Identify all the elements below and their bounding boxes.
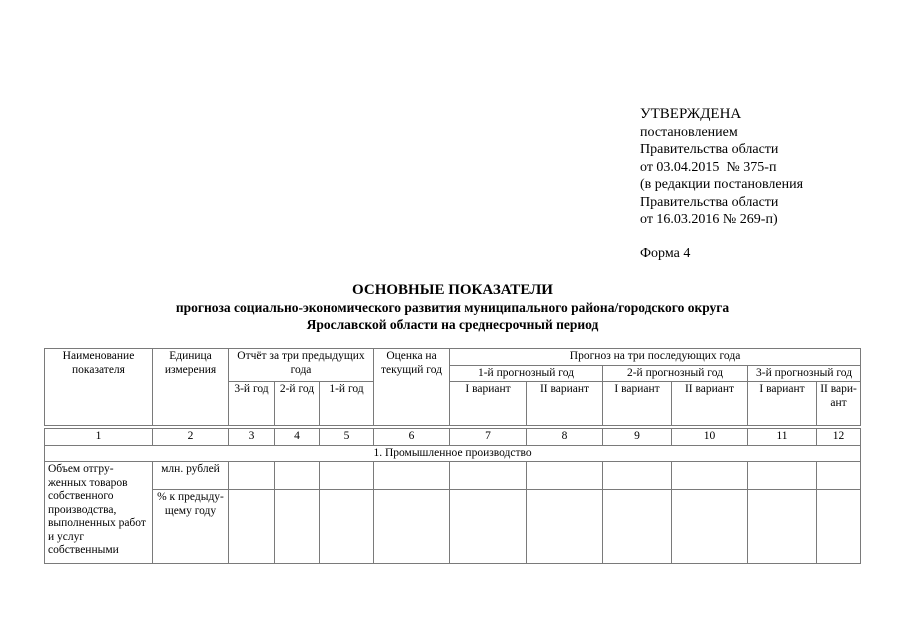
header-forecast-year-3: 3-й прогнозный год (748, 365, 861, 382)
value-cell (275, 462, 320, 490)
value-cell (672, 490, 748, 564)
approval-line: Правительства области (640, 194, 779, 210)
value-cell (672, 462, 748, 490)
approval-line: от 03.04.2015 № 375-п (640, 159, 777, 175)
header-forecast-year-1: 1-й прогнозный год (450, 365, 603, 382)
value-cell (603, 462, 672, 490)
unit-cell: млн. рублей (153, 462, 229, 490)
value-cell (527, 490, 603, 564)
column-number: 12 (817, 429, 861, 446)
title-line-1: ОСНОВНЫЕ ПОКАЗАТЕЛИ (352, 282, 553, 298)
value-cell (817, 490, 861, 564)
header-forecast: Прогноз на три последующих года (450, 349, 861, 366)
header-unit: Единица измерения (153, 349, 229, 426)
title-line-2: прогноза социально-экономического развития муниципального района/городского округа (175, 300, 730, 315)
header-forecast-year-2: 2-й прогнозный год (603, 365, 748, 382)
column-number: 4 (275, 429, 320, 446)
column-number: 3 (229, 429, 275, 446)
column-number: 10 (672, 429, 748, 446)
form-number: Форма 4 (640, 246, 691, 261)
approval-line: Правительства области (640, 142, 779, 157)
value-cell (748, 462, 817, 490)
column-number: 11 (748, 429, 817, 446)
section-title: 1. Промышленное производство (45, 445, 861, 462)
approval-line: УТВЕРЖДЕНА (640, 106, 742, 122)
indicators-table (44, 348, 861, 564)
header-variant-1: I вариант (450, 382, 527, 426)
value-cell (527, 462, 603, 490)
value-cell (229, 462, 275, 490)
unit-cell: % к предыду-щему году (153, 490, 229, 564)
value-cell (374, 462, 450, 490)
column-number: 8 (527, 429, 603, 446)
header-variant-2: II вари-ант (817, 382, 861, 426)
value-cell (275, 490, 320, 564)
header-estimate: Оценка на текущий год (374, 349, 450, 426)
header-variant-2: II вариант (527, 382, 603, 426)
column-number: 9 (603, 429, 672, 446)
title-line-3: Ярославской области на среднесрочный период (306, 317, 599, 332)
header-variant-1: I вариант (603, 382, 672, 426)
value-cell (320, 462, 374, 490)
column-number: 7 (450, 429, 527, 446)
header-year-1: 1-й год (320, 382, 374, 426)
document-title (0, 281, 905, 333)
column-number: 6 (374, 429, 450, 446)
column-number: 5 (320, 429, 374, 446)
header-report: Отчёт за три предыдущих года (229, 349, 374, 382)
header-indicator-name: Наименование показателя (45, 349, 153, 426)
value-cell (320, 490, 374, 564)
indicator-name: Объем отгру-женных товаров собственного производства, выполненных работ и услуг собственными (45, 462, 153, 564)
column-number: 1 (45, 429, 153, 446)
value-cell (748, 490, 817, 564)
header-year-2: 2-й год (275, 382, 320, 426)
header-variant-1: I вариант (748, 382, 817, 426)
value-cell (450, 462, 527, 490)
approval-line: от 16.03.2016 № 269-п) (640, 212, 778, 227)
value-cell (450, 490, 527, 564)
header-variant-2: II вариант (672, 382, 748, 426)
approval-line: (в редакции постановления (640, 177, 804, 192)
value-cell (603, 490, 672, 564)
header-year-3: 3-й год (229, 382, 275, 426)
value-cell (817, 462, 861, 490)
value-cell (374, 490, 450, 564)
column-number: 2 (153, 429, 229, 446)
approval-block (640, 106, 803, 229)
approval-line: постановлением (640, 124, 738, 140)
value-cell (229, 490, 275, 564)
